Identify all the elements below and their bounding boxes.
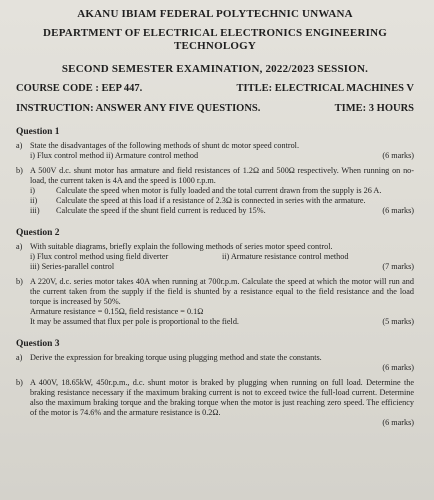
marks: (6 marks): [382, 418, 414, 427]
given-values: Armature resistance = 0.15Ω, field resistance = 0.1Ω: [30, 307, 204, 316]
institution-name: AKANU IBIAM FEDERAL POLYTECHNIC UNWANA: [77, 8, 353, 20]
marks: (7 marks): [382, 262, 414, 271]
part-label: b): [16, 378, 23, 387]
question-text: A 400V, 18.65kW, 450r.p.m., d.c. shunt motor is braked by plugging when running on full load. Determine the braking resistance necessary if the maximum braking current is not to exceed twice the full-load current. Determine also the maximum braking torque and the braking torque when the motor is just reaching zero speed. The efficiency of the motor is 74.6% and the armature resistance is 0.2Ω.: [30, 378, 414, 417]
question-text: Derive the expression for breaking torque using plugging method and state the constants.: [30, 353, 322, 362]
question-item: i) Flux control method using field diverter: [30, 252, 169, 261]
part-label: a): [16, 242, 23, 251]
instruction: INSTRUCTION: ANSWER ANY FIVE QUESTIONS.: [16, 103, 261, 114]
marks: (5 marks): [382, 317, 414, 326]
sub-label: i): [30, 186, 36, 195]
marks: (6 marks): [382, 206, 414, 215]
part-label: b): [16, 166, 23, 175]
question-1-title: Question 1: [16, 127, 60, 137]
marks: (6 marks): [382, 363, 414, 372]
question-item: iii) Series-parallel control: [30, 262, 115, 271]
course-row: [16, 82, 414, 95]
question-3a: [16, 353, 414, 373]
assumption: It may be assumed that flux per pole is proportional to the field.: [30, 317, 239, 326]
question-text: A 500V d.c. shunt motor has armature and field resistances of 1.2Ω and 500Ω respectively. When running on no-load, the current taken is 4A and the speed is 1000 r.p.m.: [30, 166, 414, 185]
question-1b: [16, 166, 414, 216]
question-2-title: Question 2: [16, 228, 60, 238]
department-name: DEPARTMENT OF ELECTRICAL ELECTRONICS ENGINEERING TECHNOLOGY: [43, 27, 387, 52]
sub-question: Calculate the speed at this load if a resistance of 2.3Ω is connected in series with the armature.: [56, 196, 366, 205]
part-label: a): [16, 353, 23, 362]
course-code: COURSE CODE : EEP 447.: [16, 83, 143, 94]
question-items: i) Flux control method ii) Armature control method: [30, 151, 199, 160]
question-1a: [16, 141, 414, 161]
question-2b: [16, 277, 414, 327]
question-3b: [16, 378, 414, 428]
sub-question: Calculate the speed if the shunt field current is reduced by 15%.: [56, 206, 266, 215]
part-label: b): [16, 277, 23, 286]
marks: (6 marks): [382, 151, 414, 160]
instruction-row: [16, 102, 414, 115]
course-title: TITLE: ELECTRICAL MACHINES V: [236, 83, 414, 94]
sub-question: Calculate the speed when motor is fully loaded and the total current drawn from the supply is 26 A.: [56, 186, 382, 195]
part-label: a): [16, 141, 23, 150]
question-item: ii) Armature resistance control method: [222, 252, 349, 261]
exam-time: TIME: 3 HOURS: [334, 103, 414, 114]
question-text: State the disadvantages of the following methods of shunt dc motor speed control.: [30, 141, 299, 150]
sub-label: iii): [30, 206, 40, 215]
question-3-title: Question 3: [16, 339, 60, 349]
semester-line: SECOND SEMESTER EXAMINATION, 2022/2023 SESSION.: [61, 63, 369, 75]
question-text: With suitable diagrams, briefly explain the following methods of series motor speed control.: [30, 242, 333, 251]
question-2a: [16, 242, 414, 272]
question-text: A 220V, d.c. series motor takes 40A when running at 700r.p.m. Calculate the speed at which the motor will run and the current taken from the supply if the field is shunted by a resistance equal to the field resistance and the load torque is increased by 50%.: [30, 277, 414, 306]
sub-label: ii): [30, 196, 38, 205]
